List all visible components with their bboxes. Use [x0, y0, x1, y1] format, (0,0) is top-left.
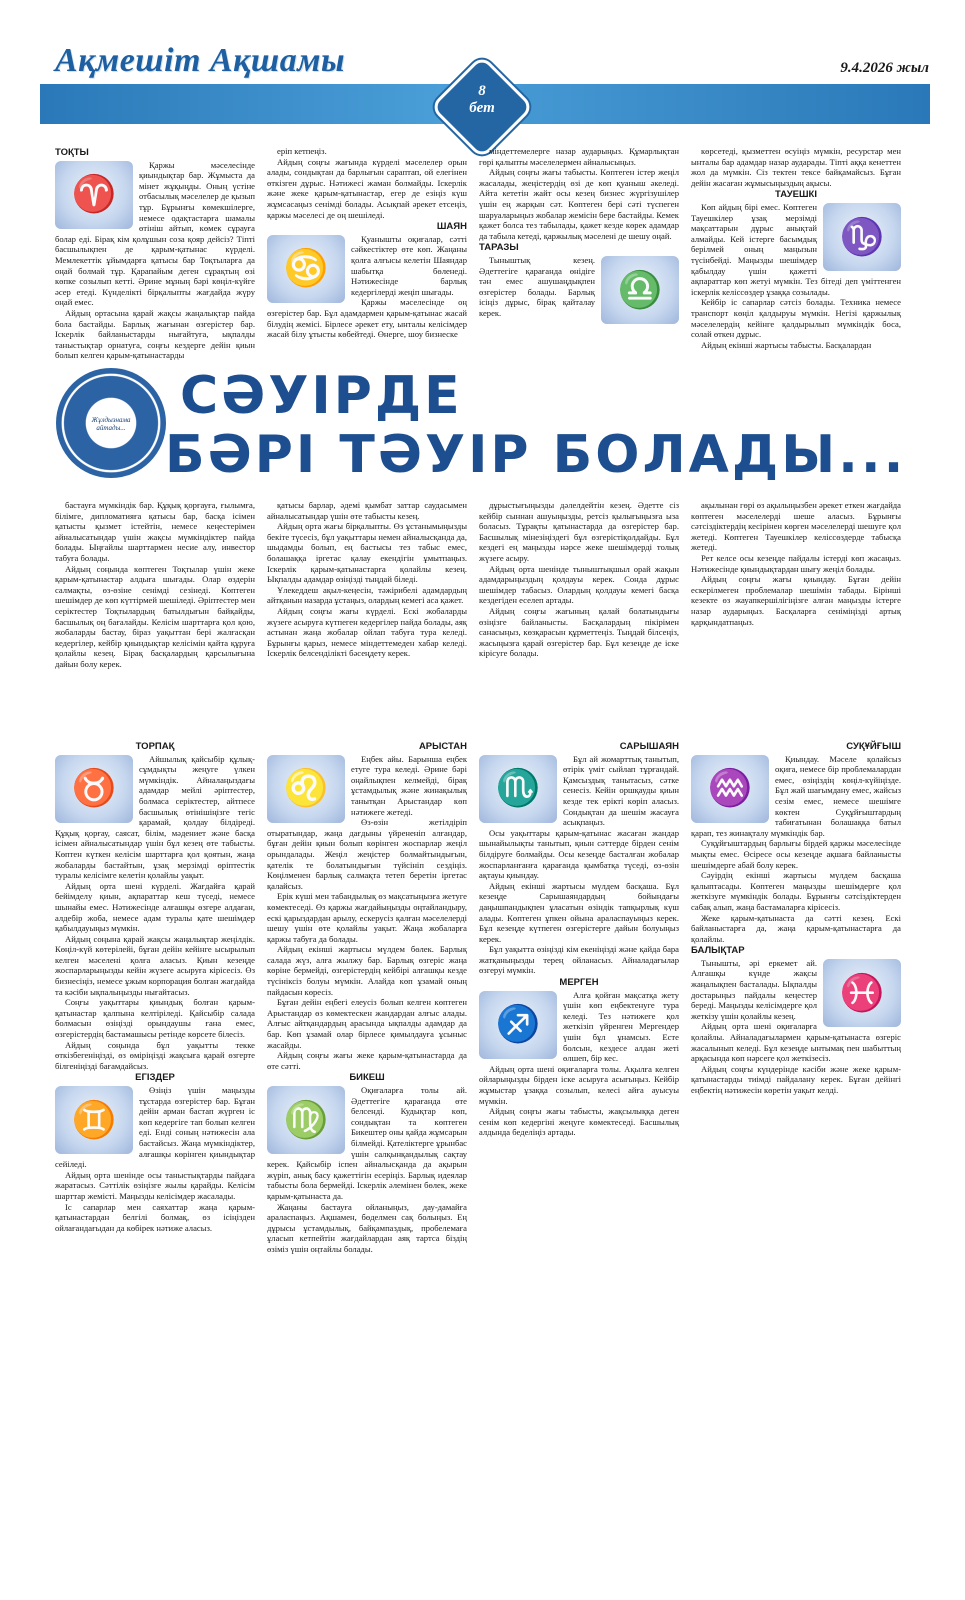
- paragraph: көрсетеді, қызметтен өсуіңіз мүмкін, ресурстар мен ынталы бар адамдар назар аударады. Тіпті аққа кенеттен жол да мүмкін. Сіз тектен тексе байқамайсыз. Бұған дейін жасаған жұмысыңыздың ақысы.: [691, 146, 901, 188]
- paragraph: Айдың орта шенінде тыныштықшыл орай жақын адамдарыңыздың қолдауы керек. Сонда дұрыс шешімдер табасыз. Олардың қолдауы кемегі басқа кездегіден еселеп артады.: [479, 563, 679, 606]
- paragraph: Сәуірдің екінші жартысы мүлдем басқаша қалыптасады. Көптеген маңызды шешімдерге қол жеткізуге мүмкіндік болады. Бұрынғы сәтсіздіктерден сабақ алып, жаңа бастамаларға кірісесіз.: [691, 870, 901, 912]
- sign-heading-aries: ТОҚТЫ: [55, 147, 89, 158]
- paragraph: дұрыстығыңызды дәлелдейтін кезең. Әдетте сіз кейбір сыннан ашуыңызды, ретсіз қылығыңызға ыза боласыз. Тұрақты қатынастарда да өзгерістер бар. Басшылық мінезіңіздегі бұл өзгерістіқолдайды. Бұл кездегі ең маңызды нәрсе жеке шешімдерді толық жүзеге асыру.: [479, 500, 679, 563]
- column-4-lower: [691, 740, 901, 1590]
- column-3-middle: [479, 500, 679, 659]
- newspaper-title: Ақмешіт Ақшамы: [55, 42, 346, 79]
- paragraph: Айдың соңғы жағында күрделі мәселелер орын алады, сондықтан да барлығын сараптап, ой елегінен өткізген дұрыс. Нәтижесі жаман болмайды. Іскерлік және жеке қарым-қатынастар, егер де езіңіз күш жұмсасаңыз сенімді болады. Асықпай әрекет етсеңіз, қаржы мәселесі де оң шешіледі.: [267, 156, 467, 220]
- virgo-icon: ♍: [283, 1099, 329, 1140]
- paragraph: Айшылық қайсыбір құлық-сұмдықты жеңуге үлкен мүмкіндік. Айналаңыздағы адамдар мейлі әріптестер, болмаса серіктестер, айтпесе басшылық өтінішіңізге тегіс қарамай, қолдау білдіреді. Құқық қорғау, саясат, білім, мәдениет және басқа ісімен айналысатындар үшін бұл кезең өте табысты. Көптен күткен келісім шарттарға қол қоятын, жаңа жобаларды бастайтын, ұзақ мерзімді өріптестік туралы келісімге келетін қолайлы уақыт.: [55, 753, 255, 881]
- page-number: [445, 83, 519, 117]
- sign-heading-aquarius: СУҚҰЙҒЫШ: [846, 741, 901, 752]
- paragraph: Кейбір іс сапарлар сәтсіз болады. Техника немесе транспорт көңіл қалдыруы мүмкін. Негізі қаржылық мәселелердің кейінге қалдырылып мүмкіндік боса, солай өткен дұрыс.: [691, 297, 901, 340]
- paragraph: Айдың соңғы жағы қиындау. Бұған дейін ескерілмеген проблемалар шешімін табады. Бірінші кезекте өз жауапкершілігіңізге алған маңызды істерге назар аударыңыз. Басқаларға сеніміңізді артық қарқындатпаңыз.: [691, 574, 901, 627]
- libra-icon: ♎: [617, 269, 663, 310]
- column-2-lower: [267, 740, 467, 1590]
- paragraph: Айдың соңына қарай жақсы жаңалықтар жеңілдік. Көңіл-күй көтерілейі, бұған дейін кейінге ысырылып келген мәселені қолға аласыз. Қиын кезеңде жоспарларыңызды кейін жүзеге асыруға кірісесіз. Өз бизнесіңіз, немесе ұжым корпорация болған жағдайда та кәсіби ықпалыңызды нығайтасыз.: [55, 933, 255, 997]
- paragraph: Айдың орта шенінде осы таныстықтарды пайдаға жаратасыз. Сәттілік өзіңізге жылы қарайды. Келісім шарттар жемісті. Маңызды келісімдер жасалады.: [55, 1169, 255, 1201]
- paragraph: Жеке қарым-қатынаста да сәтті кезең. Ескі байланыстарға да, жаңа қарым-қатынастарға да қолайлы.: [691, 912, 901, 944]
- paragraph: Айдың соңғы жағының қалай болатындығы өзіңізге байланысты. Басқалардың пікірімен санасыңыз, көзқарасын құрметтеңіз. Тыңдай білсеңіз, жасыңызға қарай өзгерістер бар. Бұл кезеңде де іске кірісуге болады.: [479, 605, 679, 659]
- issue-date: 9.4.2026 жыл: [840, 60, 929, 76]
- paragraph: Осы уақыттары қарым-қатынас жасаған жандар шынайылықты танытып, қиын сәттерде бірден сенім білдіруге болмайды. Осы кезеңде басталған жобалар жоспарланғанға қарағанда қымбатқа түседі, өз-өзін ақтауы қиындау.: [479, 827, 679, 881]
- scorpio-illustration: [479, 755, 557, 823]
- paragraph: Айдың соңғы жағы күрделі. Ескі жобаларды жүзеге асыруға күтпеген кедергілер пайда болады, аяқ астынан жаңа жобалар ойлап табуға тура келеді. Бұрынғы қарыз, немесе міндеттемеден хабар келеді. Іскерлік белсенділікті бәсеңдету керек.: [267, 605, 467, 659]
- aquarius-icon: ♒: [707, 768, 753, 809]
- gemini-icon: ♊: [71, 1099, 117, 1140]
- paragraph: Айдың соңында бұл уақытты текке өткізбегеніңізді, өз өміріңізді жақсыға қарай өзгерте білгеніңізді бағамдайсыз.: [55, 1039, 255, 1071]
- sign-heading-libra: ТАРАЗЫ: [479, 242, 519, 254]
- column-2-upper: [267, 146, 467, 340]
- cancer-icon: ♋: [283, 248, 329, 289]
- paragraph: Бұл ай жомарттық танытып, өтірік үміт сыйлап тұрғандай. Қамсыздық танытасыз, сәтке сенесіз. Кейін оршқауды қиын кезде тек ерікті көріп аласыз. Сондықтан да шешім жасауға асықпаңыз.: [563, 753, 679, 828]
- paragraph: Тынышты, әрі еркемет ай. Алғашқы күнде жақсы жаңалықпен басталады. Ықпалды достарыңыз пайдалы кеңестер береді. Маңызды келісімдерге қол жеткізу үшін қолайлы кезең.: [691, 957, 817, 1021]
- paragraph: ақылынан гөрі өз ақылыңызбен әрекет еткен жағдайда көптеген мәселелерді шеше аласыз. Бұрынғы сәтсіздіктердің кесірінен көрген мәселелерді шешуге қол жетеді. Көптеген Тауешкілер келіссөздерде табысқа жетеді.: [691, 500, 901, 553]
- capricorn-icon: ♑: [839, 216, 885, 257]
- paragraph: Жаңаны бастауға ойланыңыз, дау-дамайға араласпаңыз. Ақшамен, бөделмен сақ болыңыз. Ең дұрысы ұстамдылық, байқампаздық, пробелемаға ұласып кетпейтін жағдайлардан аяқ тартса біздің өзіміз үшін оңтайлы болады.: [267, 1201, 467, 1254]
- paragraph: Ұлекеддеш ақыл-кеңесін, тәжірибелі адамдардың айтқанын назарда ұстаңыз, олардың кемегі аса қажет.: [267, 584, 467, 606]
- paragraph: Қаржы мәселесінде оң өзгерістер бар. Бұл адамдармен қарым-қатынас жасай білудің жемісі. Бірлесе әрекет ету, ынталы келісімдер жасай білу ұтысты көбейтеді. Өнерге, шоу бизнеске: [267, 297, 467, 340]
- paragraph: Бұл уақытта өзіңізді кім екеніңізді және қайда бара жатқаныңызды терең ойланасыз. Айналадағылар өзгеруі мүмкін.: [479, 944, 679, 976]
- sign-heading-capricorn: ТАУЕШКІ: [775, 189, 817, 201]
- paragraph: Айдың екінші жартысы мүлдем бөлек. Барлық салада жүз, алға жылжу бар. Барлық өзгеріс жаңа көріне бермейді, өзгерістердің кейбірі алғашқы кезде түсініксіз болуы мүмкін. Алайда көп ұзамай оның пайдасын көресіз.: [267, 944, 467, 997]
- gemini-illustration: [55, 1086, 133, 1154]
- paragraph: Бұған дейін еңбегі елеусіз болып келген көптеген Арыстандар өз көмектескен жандардан алғыс алады. Алғыс айтқандардың арасында ықпалды адамдар да бар. Көп ұзамай олар бірлесе қимылдауға ұсыныс жасайды.: [267, 997, 467, 1050]
- paragraph: Өз-өзін жетілдіріп отыратындар, жаңа дағдыны үйрененіп алғандар, бұған дейін қиын болып көрінген жоспарлар жеңіл орындалады. Жеңіл жеңістер болмайтындығын, қателік те болатындығын түйсініп сездіңіз. Көңілменен барлық салмақта тетеп беретін іргетас қалайсыз.: [267, 817, 467, 891]
- page-number-digit: 8: [478, 83, 486, 99]
- column-1-lower: [55, 740, 255, 1590]
- sign-heading-leo: АРЫСТАН: [418, 741, 467, 752]
- paragraph: Еңбек айы. Барынша еңбек етуге тура келеді. Әрине бәрі оңайлықпен келмейді, бірақ ұстамдылық және жинақылық танытқан Арыстандар көп нәтижеге жетеді.: [351, 753, 467, 817]
- leo-illustration: [267, 755, 345, 823]
- cancer-illustration: [267, 235, 345, 303]
- paragraph: Іс сапарлар мен саяхаттар жаңа қарым-қатынастардан белгілі болмақ, өз ісіңізден ойлағандағыдан да көбірек нәтиже аласыз.: [55, 1201, 255, 1233]
- paragraph: Айдың орта жағы бірқалыпты. Өз ұстанымыңызды бекіте түсесіз, бұл уақыттары немен айналысқанда да, шыдамды болып, ең бастысы тез табыс емес, болашаққа іргетас қалау екендігін ұмытпаңыз. Іскерлік қарым-қатынастарға қолайлы кезең. Ықпалды адамдар өзіңізді тыңдай біледі.: [267, 521, 467, 585]
- sagittarius-icon: ♐: [495, 1004, 541, 1045]
- headline-line-1: СӘУІРДЕ: [180, 366, 463, 426]
- paragraph: Соңғы уақыттары қиындық болған қарым-қатынастар қалпына келтіріледі. Қайсыбір салада болмасын өзіңізді орындаушы ғана емес, өзгерістердің бастамашысы ретінде көрсете білесіз.: [55, 997, 255, 1040]
- column-4-middle: [691, 500, 901, 627]
- paragraph: Тыныштық кезең. Әдеттегіге қарағанда өнідіге тән емес ашушаңдықпен өзгерістер болады. Барлық ісіңіз дұрыс, бірақ қайталау керек.: [479, 254, 595, 318]
- sign-heading-virgo: БИКЕШ: [349, 1072, 385, 1084]
- paragraph: міндеттемелерге назар аударыңыз. Құмарлықтан гөрі қалыпты мәселелермен айналысыңыз.: [479, 146, 679, 167]
- pisces-icon: ♓: [839, 972, 885, 1013]
- paragraph: Көп айдың бірі емес. Көптеген Тауешкілер ұзақ мерзімді мақсаттарын дұрыс анықтай алмайды. Кей істерге басымдық берілмей оның маңызын түсінбейді. Маңызды шешімдер қабылдау үшін қажетті ақпараттар көп жетуі мүмкін. Тез бітеді деп үміттенген іскерлік келіссөздер ұзаққа созылады.: [691, 201, 901, 297]
- column-4-upper: [691, 146, 901, 350]
- paragraph: Қиындау. Мәселе қолайсыз оқиға, немесе бір проблемалардан емес, өзіңіздің көңіл-күйіңізде. Бұл жай шағымдану емес, жайсыз сезім емес, немесе шешімге көктен Суқұйғыштардың табиғатынан болашаққа батыл қарап, тез жинақталу мүмкіндік бар.: [691, 753, 901, 838]
- paragraph: Айдың орта шені оқиғаларға қолайлы. Айналадағылармен қарым-қатынаста өзгеріс жасалынып келеді. Бұл кезеңде ынтымақ пен шабыттың арқасында көп нәрсеге қол жеткізесіз.: [691, 1021, 901, 1064]
- pisces-illustration: [823, 959, 901, 1027]
- libra-illustration: [601, 256, 679, 324]
- aries-illustration: [55, 161, 133, 229]
- paragraph: Айдың соңғы күндерінде кәсіби және жеке қарым-қатынастарды тиімді пайдалану керек. Бұған дейінгі еңбектің нәтижесін көретін уақыт келді.: [691, 1063, 901, 1095]
- paragraph: Айдың соңғы жағы жеке қарым-қатынастарда да өте сәтті.: [267, 1050, 467, 1071]
- aries-icon: ♈: [71, 174, 117, 215]
- sign-heading-sagittarius: МЕРГЕН: [559, 977, 599, 989]
- paragraph: Айдың орта шені оқиғаларға толы. Ақылға келген ойларыңызды бірден іске асыруға асығыңыз. Кейбір жұмыстар ұзаққа созылып, келесі айға ауысуы мүмкін.: [479, 1063, 679, 1106]
- capricorn-illustration: [823, 203, 901, 271]
- zodiac-wheel-caption: Жұлдызнама айтады...: [91, 416, 131, 432]
- leo-icon: ♌: [283, 768, 329, 809]
- column-3-lower: [479, 740, 679, 1590]
- taurus-illustration: [55, 755, 133, 823]
- taurus-icon: ♉: [71, 768, 117, 809]
- masthead: [0, 0, 965, 140]
- paragraph: Оқиғаларға толы ай. Әдеттегіге қарағанда өте белсенді. Кудықтар көп, сондықтан та көптеген Бикештер оны қайда жұмсарын білмейді. Қателіктерге ұрынбас үшін салқынқандылық сақтау керек. Қайсыбір іспен айналысқанда да ақырын жүріп, анық басу қажеттігін есеріңіз. Барлық идеялар табысты бола бермейді. Іскерлік әлемінен бөлек, жеке қарым-қатынаста да.: [267, 1085, 467, 1201]
- paragraph: Айдың орта шені күрделі. Жағдайға қарай бейімделу қиын, ақпараттар кеш түседі, немесе шынайы емес. Нәтижесінде алғашқы өзгере алдаған, алдебір жоба, немесе адам туралы қате шешімдер қабылдауыңыз мүмкін.: [55, 880, 255, 934]
- column-1-middle: [55, 500, 255, 670]
- paragraph: қатысы барлар, әдемі қымбат заттар саудасымен айналысатындар үшін өте табысты кезең.: [267, 500, 467, 521]
- column-3-upper: [479, 146, 679, 326]
- paragraph: Айдың соңғы жағы табысты. Көптеген істер жеңіл жасалады, жеңістердің өзі де көп қуаныш әкеледі. Айта кететін жайт осы кезең бизнес жүргізушілер үшін ең жарқын сәт. Көптеген бері сәті түспеген шаруаларыңыз жобалар жемісін бере бастайды. Кемек қажет болса тез табылады, қажет кезде көрек адамдар да табыла кетеді, қаржылық мәселені де шешу оңай.: [479, 167, 679, 241]
- paragraph: Қаржы мәселесінде қиындықтар бар. Жұмыста да мінет жұқыңды. Оның үстіне отбасылық мәселелер де қызып тұр. Бұрынғы көмекшілерге, немесе одақтастарға шамалы өтініш айтып, көмек сұрауға болар еді. Бірақ кім қолұшын соза қояр дейсіз? Тіпті басшылықпен де қарым-қатынас күрделі. Мемлекеттік ұйымдарға қатысы бар Тоқтыларға да оңай болмай тұр. Қарапайым деген сұрақтың өзі көпке созылып кетті. Әрине мұның бәрі көңіл-күйге әсер етеді. Күнделікті бірқалыпты жағдайда жүру оңай емес.: [55, 159, 255, 308]
- sagittarius-illustration: [479, 991, 557, 1059]
- sign-heading-taurus: ТОРПАҚ: [135, 741, 175, 752]
- paragraph: еріп кетпеңіз.: [277, 146, 327, 156]
- sign-heading-cancer: ШАЯН: [436, 221, 467, 233]
- scorpio-icon: ♏: [495, 768, 541, 809]
- paragraph: Айдың екінші жартысы мүлдем басқаша. Бұл кезеңде Сарышаяндардың бойындағы даңышпандықпен ұласатын өзіндік тапқырлық күш алады. Көптеген ұпкен ойына араласпауыңыз керек. Бұл кезеңде күтпеген өзгерістерге дайын болуыңыз керек.: [479, 880, 679, 944]
- sign-heading-scorpio: САРЫШАЯН: [619, 741, 679, 752]
- column-2-middle: [267, 500, 467, 659]
- paragraph: бастауға мүмкіндік бар. Құқық қорғауға, ғылымға, білімге, дипломатияға қатысы бар, басқа ісімен қатысты қызмет істейтін, немесе кеңестерімен айналысатындар үшін жақсы мүмкіндіктер пайда болады. Ыңғайлы шарттармен несие алу, инвестор табуға болады.: [55, 500, 255, 563]
- paragraph: Суқұйғыштардың барлығы бірдей қаржы мәселесінде мықты емес. Өсіресе осы кезеңде ақшаға байланысты шешімдерге абай болу керек.: [691, 838, 901, 870]
- paragraph: Айдың ортасына қарай жақсы жаңалықтар пайда бола бастайды. Барлық жағынан өзгерістер бар. Іскерлік байланыстарды нығайтуға, ықпалды таныстықтар орнатуға, соңғы кездерге дейін қиын болып келген қарым-қатынастарды: [55, 307, 255, 361]
- headline-line-2: БӘРІ ТӘУІР БОЛАДЫ...: [165, 425, 907, 485]
- paragraph: Рет келсе осы кезеңде пайдалы істерді көп жасаңыз. Нәтижесінде қиындықтардан шығу жеңіл болады.: [691, 552, 901, 574]
- paragraph: Айдың екінші жартысы табысты. Басқалардан: [701, 339, 872, 350]
- column-1-upper: [55, 146, 255, 361]
- sign-heading-gemini: ЕГІЗДЕР: [135, 1072, 175, 1084]
- aquarius-illustration: [691, 755, 769, 823]
- virgo-illustration: [267, 1086, 345, 1154]
- sign-heading-pisces: БАЛЫҚТАР: [691, 945, 745, 957]
- paragraph: Қуанышты оқиғалар, сәтті сәйкестіктер өте көп. Жаңаны қолға алғысы келетін Шаяндар шабытқа бөленеді. Нәтижесінде барлық кедергілерді жеңіп шығады.: [351, 233, 467, 297]
- paragraph: Ерік күші мен табандылық өз мақсатыңызға жетуге көмектеседі. Өз қаржы жағдайыңызды оңтайландыру, ескі қарыздардан арылу, ескерусіз қалған мәселелерді шешу үшін өте қолайлы уақыт. Жаңа жобаларға қаржы табуға да болады.: [267, 891, 467, 944]
- paragraph: Айдың соңында көптеген Тоқтылар үшін жеке қарым-қатынастар алдыға шығады. Олар өздерін салмақты, өз-өзіне сенімді сезінеді. Көптеген шешімдер де көп күттірмей шешіледі. Әріптестер мен серіктестер Тоқтылардың батылдығын байқайды, басшылық оң бағалайды. Келісім шарттарға қол қою, жобаларды бастау, біраз уақыттан бері жалғасқан кедергілер, кейбір қиындықтар келісімін қайта құруға қолайлы кезең. Бірақ басқалардың қарсылығына дайын болу керек.: [55, 563, 255, 669]
- paragraph: Алға қойған мақсатқа жету үшін көп еңбектенуге тура келеді. Тез нәтижеге қол жеткізіп үйренген Мергендер үшін бұл ұнамсыз. Есте болсын, кездесе алдан жеті өлшеп, бір кес.: [563, 989, 679, 1064]
- paragraph: Өзіңіз үшін маңызды тұстарда өзгерістер бар. Бұған дейін арман бастап жүрген іс көп кедергіге тап болып келген еді. Енді соның нәтижесін ала бастайсыз. Жаңа мүмкіндіктер, алғашқы көрінген қиындықтар сейіледі.: [55, 1085, 255, 1170]
- page-number-word: бет: [469, 100, 495, 116]
- paragraph: Айдың соңғы жағы табысты, жақсылыққа деген сенім көп кедергіні жеңуге көмектеседі. Басшылық алдында беделіңіз артады.: [479, 1106, 679, 1138]
